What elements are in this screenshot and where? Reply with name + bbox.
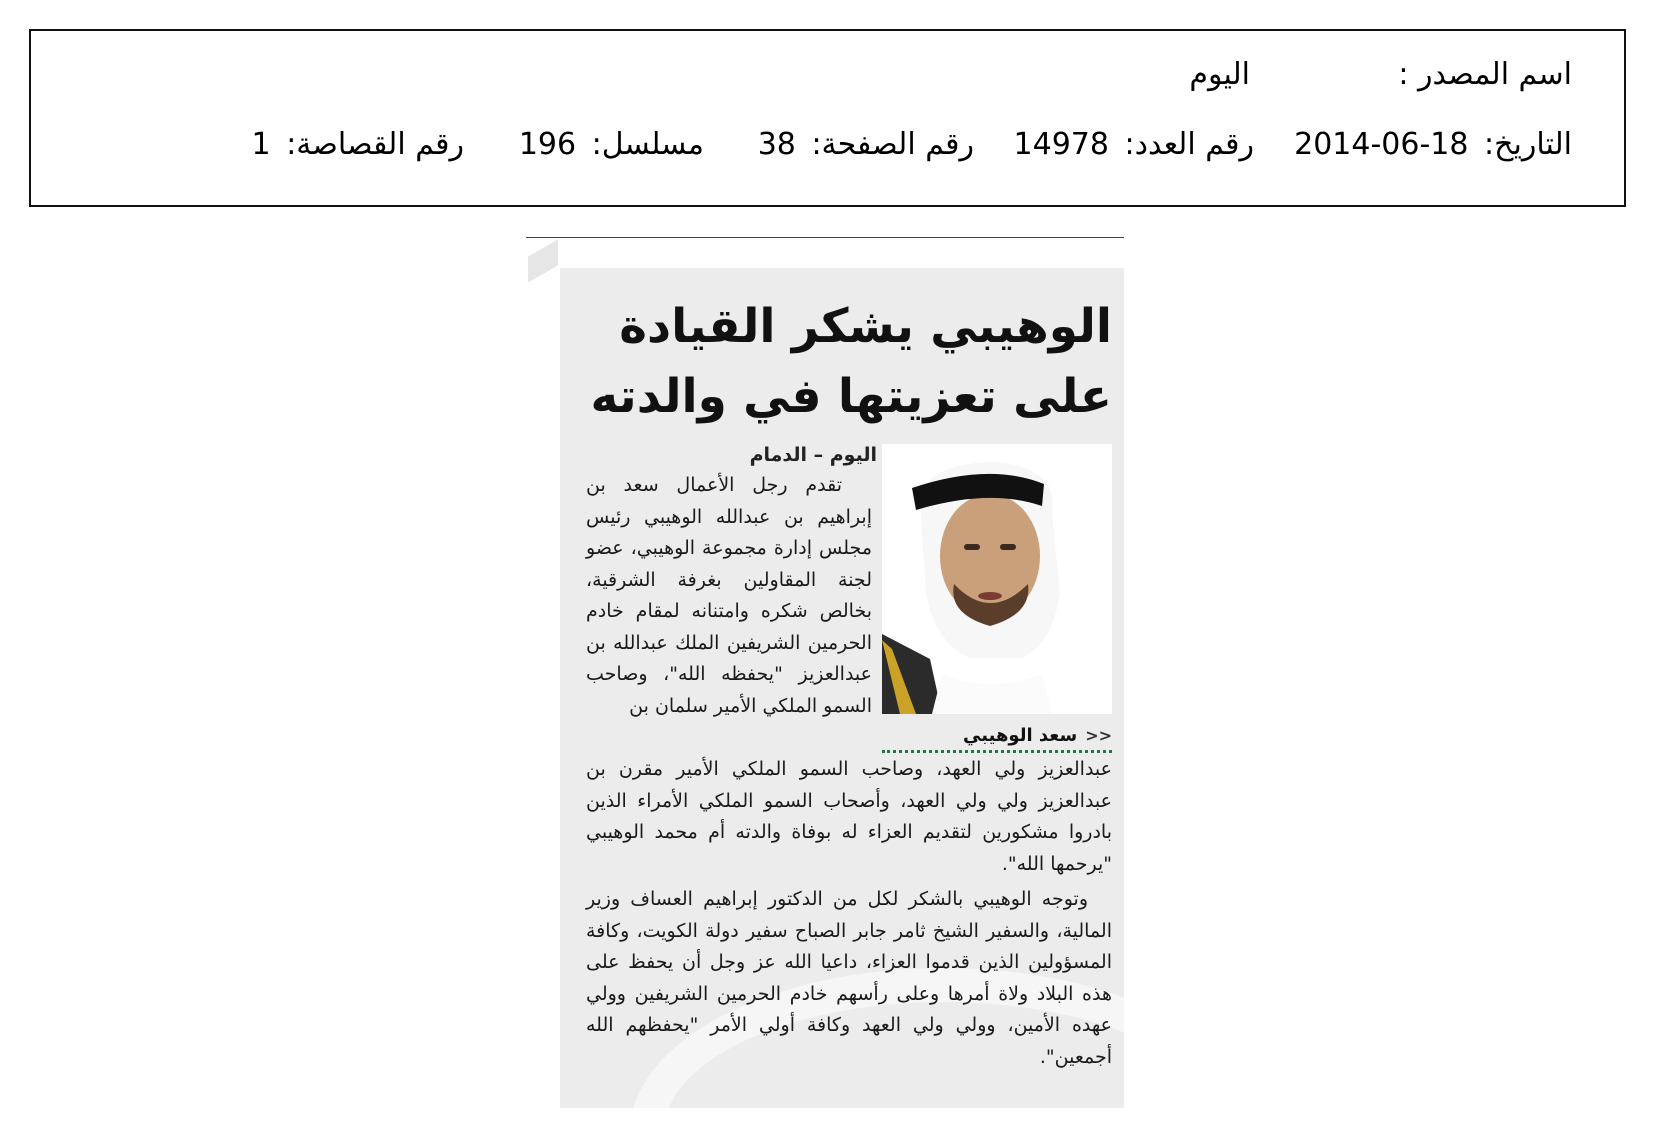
dateline-text: اليوم – الدمام [749,444,877,466]
article-headline: الوهيبي يشكر القيادة على تعزيتها في والدته [590,299,1112,424]
paragraph-2: وتوجه الوهيبي بالشكر لكل من الدكتور إبراهيم العساف وزير المالية، والسفير الشيخ ثامر جابر الصباح سفير دولة الكويت، وكافة المسؤولين الذين قدموا العزاء، داعيا الله عز وجل أن يحفظ على هذه البلاد ولاة أمرها وعلى رأسهم خادم الحرمين الشريفين وولي عهده الأمين، وولي ولي العهد وكافة أولي الأمر "يحفظهم الله أجمعين". [586,888,1112,1068]
clipping-left-margin [526,240,560,1108]
serial-field [519,127,704,162]
page-label: رقم الصفحة: [811,127,974,162]
serial-label: مسلسل: [591,127,704,162]
serial-value: 196 [518,127,577,162]
date-label: التاريخ: [1484,127,1572,162]
portrait-photo [882,444,1112,714]
photo-caption [882,720,1112,753]
issue-value: 14978 [1013,127,1109,162]
newspaper-clipping [560,268,1124,1108]
clipping-metadata-box [29,29,1626,207]
issue-field [1014,127,1254,162]
paragraph-1-text: تقدم رجل الأعمال سعد بن إبراهيم بن عبدالله الوهيبي رئيس مجلس إدارة مجموعة الوهيبي، عضو لجنة المقاولين بغرفة الشرقية، بخالص شكره وامتنانه لمقام خادم الحرمين الشريفين الملك عبدالله بن عبدالعزيز "يحفظه الله"، وصاحب السمو الملكي الأمير سلمان بن [586,474,872,717]
article-paragraph-1-column [586,470,872,722]
page-value: 38 [757,127,796,162]
source-label: اسم المصدر : [1398,57,1572,92]
clip-number-value: 1 [251,127,271,162]
article-dateline [750,444,892,466]
article-body-full-width [586,754,1112,1077]
date-value: 2014-06-18 [1294,127,1469,162]
paragraph-1-continued: عبدالعزيز ولي العهد، وصاحب السمو الملكي الأمير مقرن بن عبدالعزيز ولي ولي العهد، وأصحاب السمو الملكي الأمراء الذين بادروا مشكورين لتقديم العزاء له بوفاة والدته أم محمد الوهيبي "يرحمها الله". [586,758,1112,875]
clip-number-field [252,127,464,162]
clip-number-label: رقم القصاصة: [286,127,464,162]
caption-arrows: >> [1085,725,1112,745]
source-value: اليوم [1189,57,1250,92]
issue-label: رقم العدد: [1124,127,1254,162]
clipping-top-rule [526,237,1124,238]
date-field [1294,127,1572,162]
page-field [758,127,974,162]
portrait-illustration [882,444,1112,714]
caption-text: سعد الوهيبي [963,724,1078,746]
